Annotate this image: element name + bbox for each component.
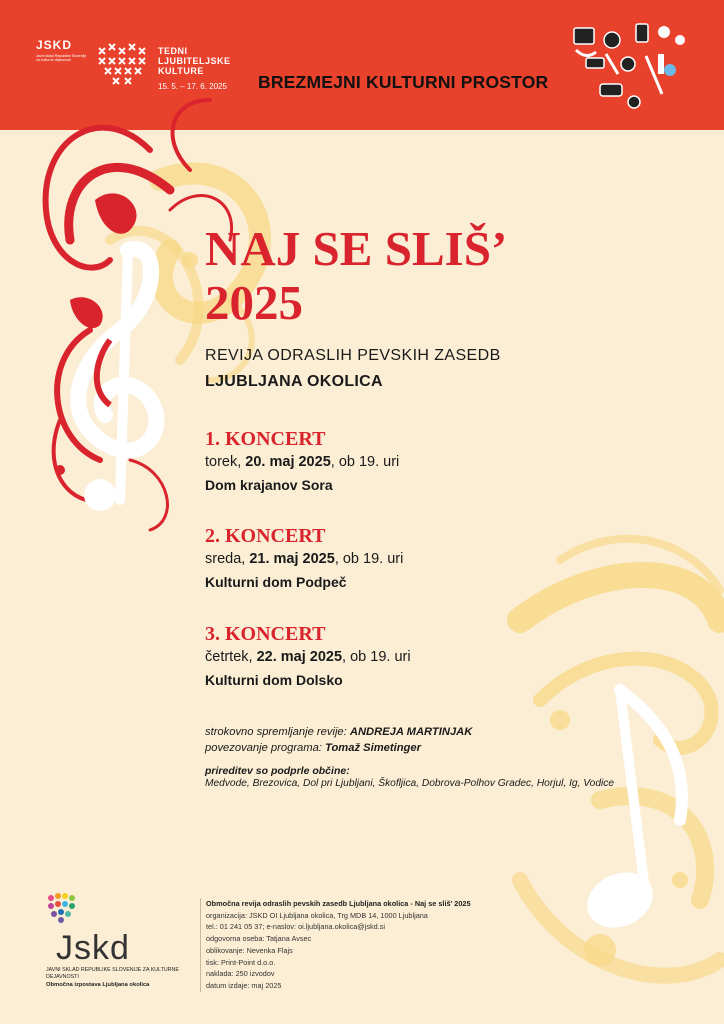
concert-day: torek,	[205, 454, 246, 470]
concert-date: 21. maj 2025	[249, 551, 335, 567]
concert-datetime	[205, 453, 399, 471]
concert-block	[205, 428, 399, 493]
imprint-line: oblikovanje: Nevenka Flajs	[206, 945, 293, 955]
concert-date: 20. maj 2025	[245, 454, 331, 470]
jskd-logo-subtitle: Javni sklad Republike Slovenije za kulturne dejavnosti	[36, 54, 87, 63]
week-line-1: TEDNI	[158, 46, 188, 56]
jskd-footer-logo	[46, 892, 186, 988]
imprint-line: Območna revija odraslih pevskih zasedb Ljubljana okolica - Naj se sliš' 2025	[206, 899, 471, 908]
supporters-title: prireditev so podprle občine:	[205, 765, 350, 777]
color-dots-icon	[46, 892, 80, 924]
jskd-logo-word: JSKD	[36, 38, 73, 52]
concert-heading: 1. KONCERT	[205, 428, 326, 450]
concert-heading: 3. KONCERT	[205, 623, 326, 645]
tagline: BREZMEJNI KULTURNI PROSTOR	[258, 72, 549, 92]
concert-time: , ob 19. uri	[334, 551, 404, 567]
imprint-line: tel.: 01 241 05 37; e-naslov: oi.ljubljana.okolica@jskd.si	[206, 922, 385, 932]
footer-logo-branch: Območna izpostava Ljubljana okolica	[46, 982, 150, 988]
concert-block	[205, 623, 411, 688]
concert-heading: 2. KONCERT	[205, 525, 326, 547]
imprint-line: odgovorna oseba: Tatjana Avsec	[206, 934, 312, 944]
imprint	[200, 898, 471, 992]
week-line-2: LJUBITELJSKE	[158, 56, 231, 66]
footer-logo-subtitle: JAVNI SKLAD REPUBLIKE SLOVENIJE ZA KULTURNE DEJAVNOSTI	[46, 967, 179, 980]
concert-block	[205, 525, 403, 590]
concert-time: , ob 19. uri	[342, 649, 411, 665]
supporters-list: Medvode, Brezovica, Dol pri Ljubljani, Škofljica, Dobrova-Polhov Gradec, Horjul, Ig, Vodice	[205, 778, 615, 789]
title-line-2: 2025	[205, 275, 303, 330]
title-line-1: NAJ SE SLIŠ’	[205, 221, 508, 276]
treble-clef-icon	[78, 249, 156, 511]
concert-day: sreda,	[205, 551, 250, 567]
imprint-line: datum izdaje: maj 2025	[206, 980, 282, 990]
event-subtitle: REVIJA ODRASLIH PEVSKIH ZASEDB	[205, 347, 501, 364]
event-region: LJUBLJANA OKOLICA	[205, 373, 383, 390]
imprint-line: tisk: Print-Point d.o.o.	[206, 957, 276, 967]
concert-datetime	[205, 550, 403, 568]
week-line-3: KULTURE	[158, 66, 204, 76]
imprint-line: organizacija: JSKD OI Ljubljana okolica, Trg MDB 14, 1000 Ljubljana	[206, 910, 428, 920]
footer-logo-word: Jskd	[56, 929, 130, 967]
concert-datetime	[205, 648, 411, 666]
concert-time: , ob 19. uri	[330, 454, 400, 470]
page-title	[205, 222, 507, 330]
credits	[205, 724, 472, 756]
culture-weeks-dates: 15. 5. – 17. 6. 2025	[158, 82, 227, 91]
expert-label: strokovno spremljanje revije:	[205, 726, 350, 738]
concert-venue: Kulturni dom Podpeč	[205, 574, 347, 590]
concert-venue: Kulturni dom Dolsko	[205, 672, 343, 688]
concert-venue: Dom krajanov Sora	[205, 477, 333, 493]
concert-day: četrtek,	[205, 649, 257, 665]
expert-credit	[205, 724, 472, 740]
imprint-line: naklada: 250 izvodov	[206, 969, 275, 979]
concert-date: 22. maj 2025	[256, 649, 343, 665]
host-label: povezovanje programa:	[205, 742, 326, 754]
expert-name: ANDREJA MARTINJAK	[349, 726, 473, 738]
host-name: Tomaž Simetinger	[325, 742, 421, 754]
host-credit	[205, 740, 472, 756]
